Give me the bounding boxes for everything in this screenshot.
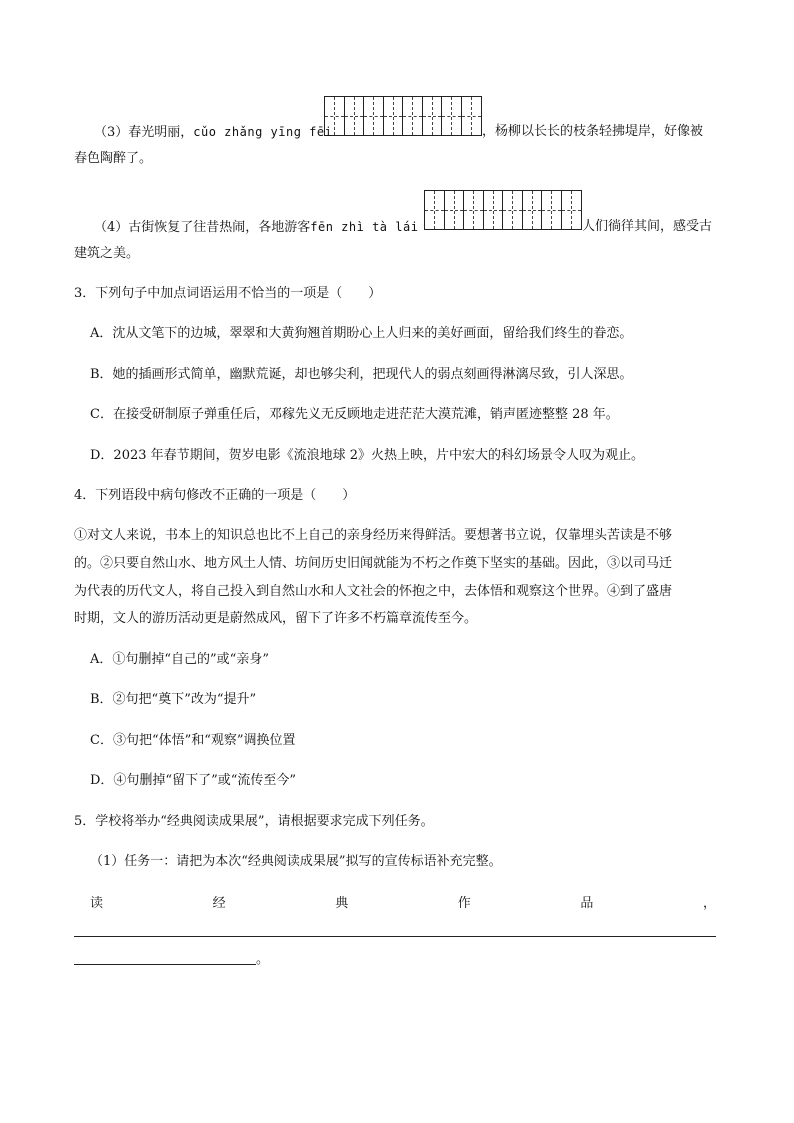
answer-grid-item3[interactable] [324,96,482,136]
answer-blank-line[interactable] [74,964,256,965]
q4-passage-line: 时期，文人的游历活动更是蔚然成风，留下了许多不朽篇章流传至今。 [74,611,478,626]
q4-stem: 4．下列语段中病句修改不正确的一项是（ ） [74,488,356,503]
slogan-char: 经 [212,896,226,911]
grid-cell [562,191,581,229]
q4-passage-line: 为代表的历代文人，将自己投入到自然山水和人文社会的怀抱之中，去体悟和观察这个世界。④到了盛唐 [74,584,673,599]
slogan-char: 品 [580,896,594,911]
q3-option-a[interactable]: A．沈从文笔下的边城，翠翠和大黄狗翘首期盼心上人归来的美好画面，留给我们终生的眷恋。 [90,326,633,341]
slogan-char: 读 [90,896,104,911]
slogan-char: 典 [335,896,349,911]
grid-cell [403,97,423,135]
q4-option-b[interactable]: B．②句把“奠下”改为“提升” [90,692,257,707]
q4-option-a[interactable]: A．①句删掉“自己的”或“亲身” [90,652,269,667]
slogan-char: ， [702,896,716,911]
grid-cell [503,191,523,229]
item3-suffix: ，杨柳以长长的枝条轻拂堤岸，好像被 [482,124,704,139]
grid-cell [464,191,484,229]
grid-cell [423,97,443,135]
item4-line1 [94,217,418,238]
item4-line2: 建筑之美。 [74,246,140,261]
q5-task1: （1）任务一：请把为本次“经典阅读成果展”拟写的宣传标语补充完整。 [90,854,502,869]
answer-grid-item4[interactable] [424,190,582,230]
grid-cell [384,97,404,135]
item4-prefix: （4）古街恢复了往昔热闹，各地游客 [94,220,311,235]
q3-option-d[interactable]: D．2023 年春节期间，贺岁电影《流浪地球 2》火热上映，片中宏大的科幻场景令人叹为观止。 [90,448,645,463]
grid-cell [484,191,504,229]
item4-suffix: 人们徜徉其间，感受古 [582,219,713,234]
item3-prefix: （3）春光明丽， [94,125,194,140]
grid-cell [542,191,562,229]
item4-pinyin: fēn zhì tà lái [310,220,419,234]
item3-line2: 春色陶醉了。 [74,151,153,166]
grid-cell [345,97,365,135]
q4-option-d[interactable]: D．④句删掉“留下了”或“流传至今” [90,773,297,788]
grid-cell [364,97,384,135]
end-mark: 。 [256,952,270,967]
answer-blank-line[interactable] [74,936,716,937]
q4-passage-line: ①对文人来说，书本上的知识总也比不上自己的亲身经历来得鲜活。要想著书立说，仅靠埋头苦读是不够 [74,528,673,543]
grid-cell [462,97,481,135]
q3-option-b[interactable]: B．她的插画形式简单，幽默荒诞，却也够尖利，把现代人的弱点刻画得淋漓尽致，引人深思。 [90,367,633,382]
slogan-row [90,894,716,914]
grid-cell [425,191,445,229]
q4-option-c[interactable]: C．③句把“体悟”和“观察”调换位置 [90,733,296,748]
q3-option-c[interactable]: C．在接受研制原子弹重任后，邓稼先义无反顾地走进茫茫大漠荒滩，销声匿迹整整 28 年。 [90,407,619,422]
grid-cell [442,97,462,135]
q5-stem: 5．学校将举办“经典阅读成果展”，请根据要求完成下列任务。 [74,814,434,829]
item3-pinyin: cǔo zhǎng yīng fēi [193,125,333,139]
q3-stem: 3．下列句子中加点词语运用不恰当的一项是（ ） [74,286,382,301]
q4-passage-line: 的。②只要自然山水、地方风土人情、坊间历史旧闻就能为不朽之作奠下坚实的基础。因此，③以司马迁 [74,556,673,571]
grid-cell [445,191,465,229]
item3-line1 [94,122,332,143]
slogan-char: 作 [457,896,471,911]
grid-cell [523,191,543,229]
